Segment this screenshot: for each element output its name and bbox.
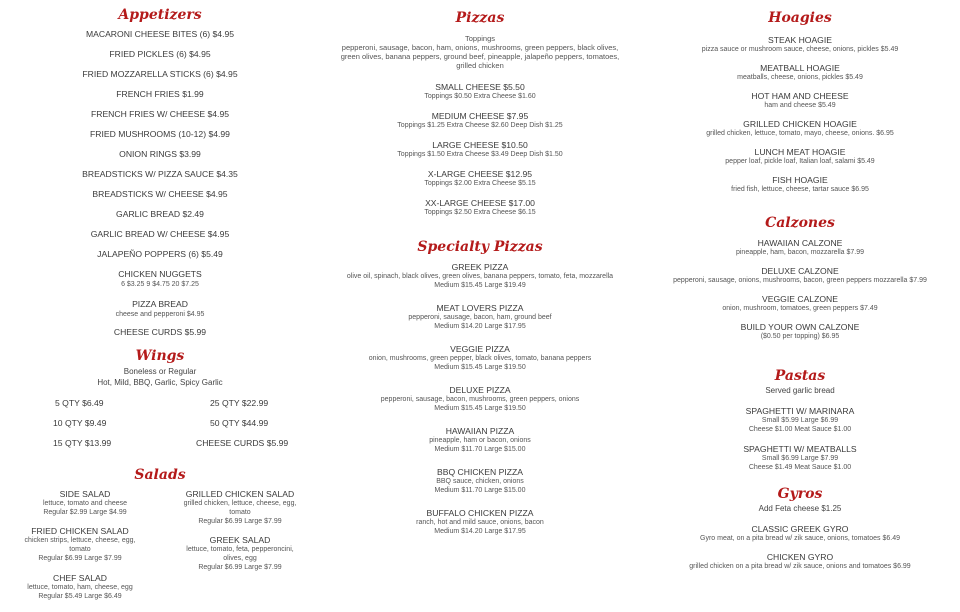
hoagie-desc: pepper loaf, pickle loaf, Italian loaf, salami $5.49 bbox=[725, 158, 875, 165]
pizza-size-desc: Toppings $2.50 Extra Cheese $6.15 bbox=[424, 209, 536, 216]
pizza-size: XX-LARGE CHEESE $17.00 bbox=[425, 198, 535, 208]
wing-option: 10 QTY $9.49 bbox=[53, 418, 107, 428]
pizza-size: X-LARGE CHEESE $12.95 bbox=[427, 169, 533, 179]
pastas-note: Served garlic bread bbox=[765, 386, 835, 395]
pasta-extras: Cheese $1.49 Meat Sauce $1.00 bbox=[748, 464, 852, 471]
hoagie-desc: pizza sauce or mushroom sauce, cheese, onions, pickles $5.49 bbox=[701, 46, 899, 53]
wing-option: 5 QTY $6.49 bbox=[55, 398, 104, 408]
menu-item: GARLIC BREAD W/ CHEESE $4.95 bbox=[90, 229, 230, 239]
menu-item: FRIED MOZZARELLA STICKS (6) $4.95 bbox=[82, 69, 238, 79]
specialty-desc: olive oil, spinach, black olives, green olives, banana peppers, tomato, feta, mozzarella bbox=[346, 273, 614, 280]
menu-item: ONION RINGS $3.99 bbox=[119, 149, 201, 159]
specialty-desc: pepperoni, sausage, bacon, mushrooms, green peppers, onions bbox=[380, 396, 580, 403]
specialty-price: Medium $14.20 Large $17.95 bbox=[434, 528, 526, 535]
pasta-extras: Cheese $1.00 Meat Sauce $1.00 bbox=[748, 426, 852, 433]
hoagie-desc: meatballs, cheese, onions, pickles $5.49 bbox=[737, 74, 863, 81]
pizza-size-desc: Toppings $1.25 Extra Cheese $2.60 Deep Dish $1.25 bbox=[397, 122, 563, 129]
menu-item: BREADSTICKS W/ CHEESE $4.95 bbox=[92, 189, 228, 199]
pastas-heading: Pastas bbox=[774, 368, 826, 384]
hoagie-item: FISH HOAGIE bbox=[772, 175, 828, 185]
pizza-size-desc: Toppings $0.50 Extra Cheese $1.60 bbox=[424, 93, 536, 100]
pasta-item: SPAGHETTI W/ MEATBALLS bbox=[743, 444, 857, 454]
menu-item: CHICKEN NUGGETS bbox=[118, 269, 202, 279]
calzone-item: HAWAIIAN CALZONE bbox=[757, 238, 843, 248]
menu-item: FRENCH FRIES W/ CHEESE $4.95 bbox=[90, 109, 230, 119]
specialty-price: Medium $11.70 Large $15.00 bbox=[434, 487, 526, 494]
calzone-item: BUILD YOUR OWN CALZONE bbox=[740, 322, 860, 332]
toppings-label: Toppings bbox=[464, 34, 496, 43]
specialty-price: Medium $15.45 Large $19.50 bbox=[434, 364, 526, 371]
calzone-item: VEGGIE CALZONE bbox=[762, 294, 838, 304]
wings-heading: Wings bbox=[135, 348, 185, 364]
pasta-price: Small $6.99 Large $7.99 bbox=[761, 455, 839, 462]
salad-item: CHEF SALAD lettuce, tomato, ham, cheese, egg Regular $5.49 Large $6.49 bbox=[27, 573, 133, 600]
salad-item: GRILLED CHICKEN SALAD grilled chicken, lettuce, cheese, egg, tomato Regular $6.99 Large $7.99 bbox=[183, 489, 297, 525]
specialty-item: BBQ CHICKEN PIZZA bbox=[437, 467, 523, 477]
salad-item: SIDE SALAD lettuce, tomato and cheese Regular $2.99 Large $4.99 bbox=[42, 489, 128, 516]
menu-item: MACARONI CHEESE BITES (6) $4.95 bbox=[85, 29, 235, 39]
gyro-desc: grilled chicken on a pita bread w/ zik sauce, onions and tomatoes $6.99 bbox=[689, 563, 911, 570]
gyro-item: CHICKEN GYRO bbox=[766, 552, 834, 562]
pizza-size: SMALL CHEESE $5.50 bbox=[435, 82, 525, 92]
salad-item: GREEK SALAD lettuce, tomato, feta, pepperoncini, olives, egg Regular $6.99 Large $7.99 bbox=[186, 535, 294, 571]
wing-option: 15 QTY $13.99 bbox=[53, 438, 112, 448]
hoagie-item: LUNCH MEAT HOAGIE bbox=[754, 147, 846, 157]
hoagie-item: GRILLED CHICKEN HOAGIE bbox=[743, 119, 857, 129]
hoagie-item: HOT HAM AND CHEESE bbox=[751, 91, 849, 101]
item-desc: 6 $3.25 9 $4.75 20 $7.25 bbox=[121, 281, 199, 288]
pasta-item: SPAGHETTI W/ MARINARA bbox=[745, 406, 855, 416]
menu-item: BREADSTICKS W/ PIZZA SAUCE $4.35 bbox=[82, 169, 238, 179]
appetizers-heading: Appetizers bbox=[118, 7, 202, 23]
specialty-item: VEGGIE PIZZA bbox=[450, 344, 510, 354]
pizza-size: LARGE CHEESE $10.50 bbox=[432, 140, 528, 150]
specialty-desc: ranch, hot and mild sauce, onions, bacon bbox=[416, 519, 544, 526]
specialty-item: HAWAIIAN PIZZA bbox=[445, 426, 515, 436]
gyro-item: CLASSIC GREEK GYRO bbox=[751, 524, 849, 534]
pizza-size-desc: Toppings $2.00 Extra Cheese $5.15 bbox=[424, 180, 536, 187]
calzone-item: DELUXE CALZONE bbox=[761, 266, 839, 276]
hoagie-desc: fried fish, lettuce, cheese, tartar sauce $6.95 bbox=[731, 186, 869, 193]
menu-item: PIZZA BREAD bbox=[132, 299, 188, 309]
pizza-size-desc: Toppings $1.50 Extra Cheese $3.49 Deep Dish $1.50 bbox=[397, 151, 563, 158]
wings-note: Boneless or Regular bbox=[123, 367, 197, 376]
specialty-price: Medium $11.70 Large $15.00 bbox=[434, 446, 526, 453]
hoagie-item: STEAK HOAGIE bbox=[768, 35, 832, 45]
hoagies-heading: Hoagies bbox=[768, 10, 832, 26]
pizzas-heading: Pizzas bbox=[455, 10, 505, 26]
menu-item: FRENCH FRIES $1.99 bbox=[116, 89, 204, 99]
menu-item: FRIED MUSHROOMS (10-12) $4.99 bbox=[90, 129, 230, 139]
menu-item: JALAPEÑO POPPERS (6) $5.49 bbox=[97, 249, 223, 259]
salads-heading: Salads bbox=[134, 467, 186, 483]
wing-option: 25 QTY $22.99 bbox=[210, 398, 269, 408]
hoagie-item: MEATBALL HOAGIE bbox=[760, 63, 840, 73]
specialty-item: BUFFALO CHICKEN PIZZA bbox=[426, 508, 534, 518]
menu-item: FRIED PICKLES (6) $4.95 bbox=[109, 49, 211, 59]
wings-flavors: Hot, Mild, BBQ, Garlic, Spicy Garlic bbox=[97, 378, 223, 387]
specialty-item: MEAT LOVERS PIZZA bbox=[436, 303, 524, 313]
salad-item: FRIED CHICKEN SALAD chicken strips, lettuce, cheese, egg, tomato Regular $6.99 Large $7.99 bbox=[24, 526, 136, 562]
calzone-desc: ($0.50 per topping) $6.95 bbox=[760, 333, 840, 340]
wing-option: 50 QTY $44.99 bbox=[210, 418, 269, 428]
pizza-size: MEDIUM CHEESE $7.95 bbox=[431, 111, 529, 121]
specialty-price: Medium $14.20 Large $17.95 bbox=[434, 323, 526, 330]
specialty-desc: BBQ sauce, chicken, onions bbox=[436, 478, 524, 485]
calzone-desc: pineapple, ham, bacon, mozzarella $7.99 bbox=[735, 249, 865, 256]
calzones-heading: Calzones bbox=[765, 215, 835, 231]
pasta-price: Small $5.99 Large $6.99 bbox=[761, 417, 839, 424]
gyros-heading: Gyros bbox=[777, 486, 823, 502]
specialty-desc: pepperoni, sausage, bacon, ham, ground beef bbox=[408, 314, 552, 321]
specialty-item: DELUXE PIZZA bbox=[449, 385, 511, 395]
hoagie-desc: grilled chicken, lettuce, tomato, mayo, cheese, onions. $6.95 bbox=[706, 130, 894, 137]
toppings-list: pepperoni, sausage, bacon, ham, onions, mushrooms, green peppers, black olives, green olives, banana peppers, ground beef, pineapple, jalapeño peppers, tomatoes, grilled chicken bbox=[340, 43, 620, 70]
wing-option: CHEESE CURDS $5.99 bbox=[196, 438, 289, 448]
item-desc: cheese and pepperoni $4.95 bbox=[115, 311, 205, 318]
gyros-note: Add Feta cheese $1.25 bbox=[758, 504, 842, 513]
specialty-desc: pineapple, ham or bacon, onions bbox=[429, 437, 531, 444]
specialty-desc: onion, mushrooms, green pepper, black olives, tomato, banana peppers bbox=[368, 355, 592, 362]
specialty-heading: Specialty Pizzas bbox=[417, 239, 543, 255]
specialty-price: Medium $15.45 Large $19.50 bbox=[434, 405, 526, 412]
calzone-desc: onion, mushroom, tomatoes, green peppers $7.49 bbox=[722, 305, 878, 312]
menu-item: GARLIC BREAD $2.49 bbox=[116, 209, 204, 219]
specialty-item: GREEK PIZZA bbox=[451, 262, 509, 272]
menu-item: CHEESE CURDS $5.99 bbox=[113, 327, 207, 337]
specialty-price: Medium $15.45 Large $19.49 bbox=[434, 282, 526, 289]
gyro-desc: Gyro meat, on a pita bread w/ zik sauce, onions, tomatoes $6.49 bbox=[700, 535, 900, 542]
calzone-desc: pepperoni, sausage, onions, mushrooms, bacon, green peppers mozzarella $7.99 bbox=[673, 277, 927, 284]
hoagie-desc: ham and cheese $5.49 bbox=[764, 102, 836, 109]
